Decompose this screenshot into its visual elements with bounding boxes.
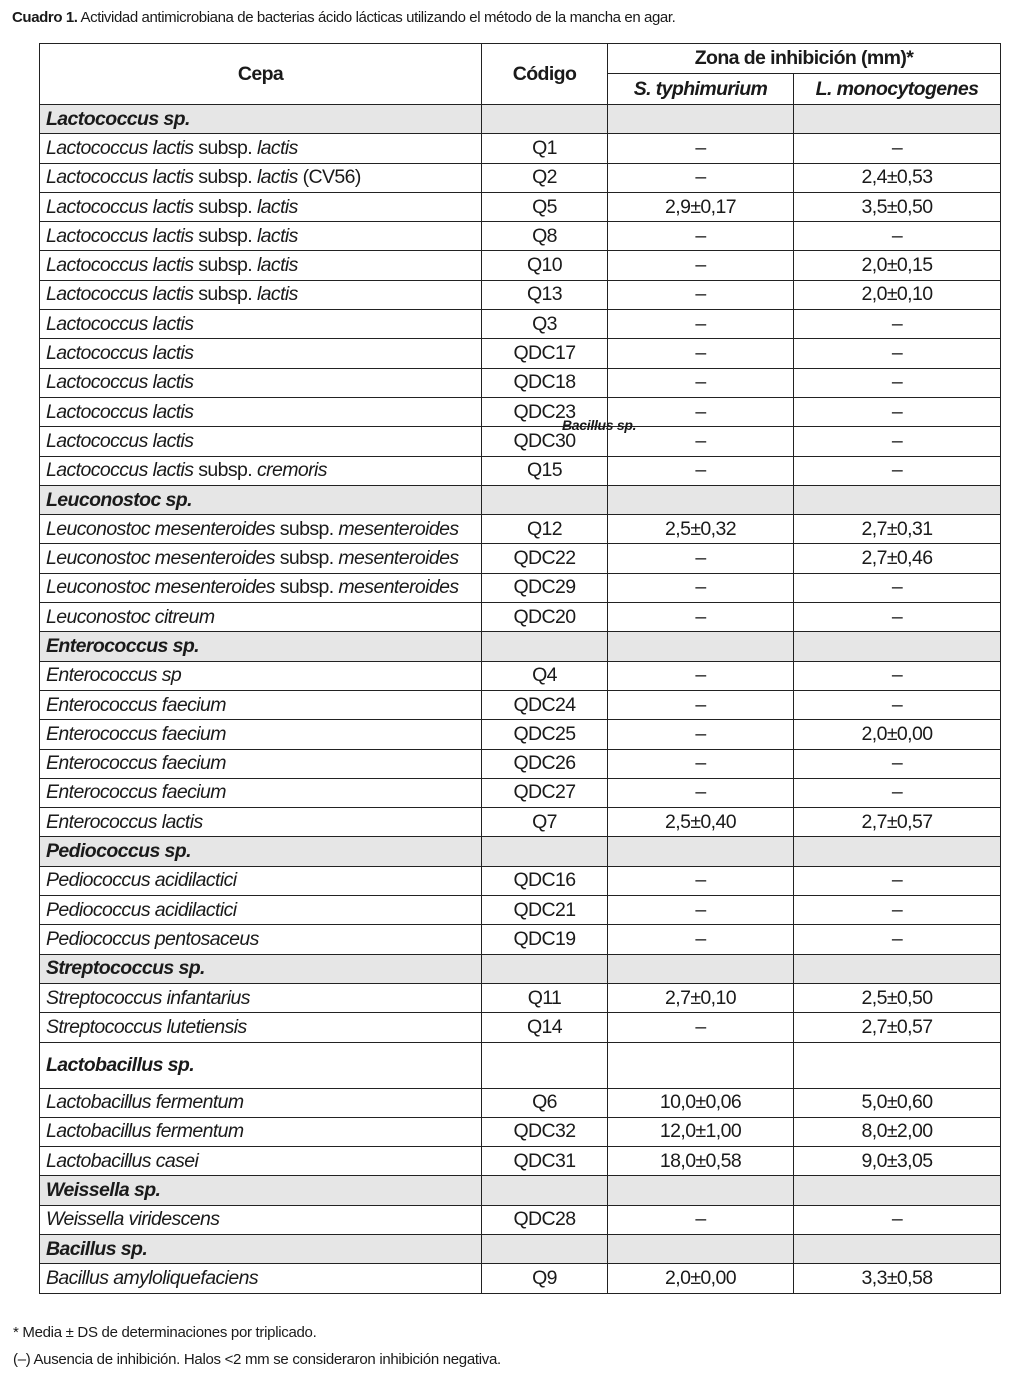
group-name: Streptococcus sp.	[40, 954, 482, 983]
strain-name	[40, 456, 482, 485]
strain-name-part: subsp.	[193, 136, 257, 159]
strain-name-part: Leuconostoc mesenteroides	[46, 547, 275, 570]
empty-cell	[794, 1234, 1001, 1263]
strain-code: QDC28	[482, 1205, 608, 1234]
table-row	[40, 1013, 1001, 1042]
strain-name-part: Lactococcus lactis	[46, 371, 194, 394]
strain-name-part: Lactococcus lactis	[46, 400, 194, 423]
strain-name-part: Lactococcus lactis	[46, 429, 194, 452]
strain-name	[40, 339, 482, 368]
strain-name	[40, 749, 482, 778]
l-monocytogenes-value: 2,0±0,15	[794, 251, 1001, 280]
empty-cell	[482, 1234, 608, 1263]
group-row	[40, 1234, 1001, 1263]
table-caption	[12, 9, 675, 26]
group-row	[40, 837, 1001, 866]
strain-name-part: cremoris	[256, 459, 327, 482]
strain-code: Q13	[482, 280, 608, 309]
empty-cell	[608, 954, 794, 983]
empty-cell	[608, 1234, 794, 1263]
strain-name	[40, 280, 482, 309]
strain-name-part: Leuconostoc mesenteroides	[46, 517, 275, 540]
strain-name-part: Leuconostoc citreum	[46, 605, 215, 628]
antimicrobial-activity-table	[39, 43, 1001, 1294]
strain-name-part: mesenteroides	[338, 517, 459, 540]
s-typhimurium-value: 2,9±0,17	[608, 192, 794, 221]
empty-cell	[794, 105, 1001, 134]
table-row	[40, 456, 1001, 485]
strain-code: Q6	[482, 1088, 608, 1117]
s-typhimurium-value: –	[608, 720, 794, 749]
s-typhimurium-value: 2,7±0,10	[608, 983, 794, 1012]
strain-name	[40, 925, 482, 954]
table-row	[40, 1205, 1001, 1234]
empty-cell	[482, 485, 608, 514]
l-monocytogenes-value: 2,5±0,50	[794, 983, 1001, 1012]
table-row	[40, 397, 1001, 426]
empty-cell	[794, 485, 1001, 514]
strain-name-part: Lactococcus lactis	[46, 254, 194, 277]
strain-name	[40, 661, 482, 690]
table-row	[40, 866, 1001, 895]
strain-code: QDC25	[482, 720, 608, 749]
strain-name	[40, 720, 482, 749]
strain-name	[40, 778, 482, 807]
group-name: Lactobacillus sp.	[40, 1042, 482, 1088]
empty-cell	[794, 1042, 1001, 1088]
s-typhimurium-value: –	[608, 749, 794, 778]
strain-name	[40, 310, 482, 339]
s-typhimurium-value: –	[608, 456, 794, 485]
overlay-label: Bacillus sp.	[562, 417, 637, 433]
table-row	[40, 515, 1001, 544]
table-row	[40, 1147, 1001, 1176]
strain-name	[40, 134, 482, 163]
s-typhimurium-value: 12,0±1,00	[608, 1117, 794, 1146]
strain-code: QDC21	[482, 896, 608, 925]
l-monocytogenes-value: –	[794, 925, 1001, 954]
s-typhimurium-value: –	[608, 134, 794, 163]
table-row	[40, 163, 1001, 192]
strain-name-part: subsp.	[274, 547, 339, 570]
strain-name-part: lactis	[256, 283, 298, 306]
table-row	[40, 339, 1001, 368]
table-body	[40, 105, 1001, 1294]
strain-name	[40, 515, 482, 544]
header-zona: Zona de inhibición (mm)*	[608, 44, 1001, 74]
s-typhimurium-value: –	[608, 339, 794, 368]
strain-code: QDC32	[482, 1117, 608, 1146]
strain-code: QDC27	[482, 778, 608, 807]
s-typhimurium-value: –	[608, 427, 794, 456]
strain-name-part: Lactococcus lactis	[46, 342, 194, 365]
empty-cell	[608, 105, 794, 134]
strain-name	[40, 1264, 482, 1293]
strain-name-part: Leuconostoc mesenteroides	[46, 576, 275, 599]
empty-cell	[482, 1042, 608, 1088]
group-row	[40, 105, 1001, 134]
empty-cell	[794, 837, 1001, 866]
table-row	[40, 925, 1001, 954]
group-name: Leuconostoc sp.	[40, 485, 482, 514]
strain-name	[40, 983, 482, 1012]
strain-code: QDC22	[482, 544, 608, 573]
group-row	[40, 485, 1001, 514]
table-row	[40, 192, 1001, 221]
empty-cell	[608, 632, 794, 661]
strain-name	[40, 808, 482, 837]
strain-code: Q9	[482, 1264, 608, 1293]
s-typhimurium-value: –	[608, 310, 794, 339]
strain-code: QDC23	[482, 397, 608, 426]
strain-name	[40, 251, 482, 280]
empty-cell	[482, 632, 608, 661]
empty-cell	[608, 1042, 794, 1088]
strain-code: QDC30	[482, 427, 608, 456]
empty-cell	[794, 632, 1001, 661]
l-monocytogenes-value: –	[794, 866, 1001, 895]
empty-cell	[482, 105, 608, 134]
strain-name-part: Pediococcus pentosaceus	[46, 927, 259, 950]
table-row	[40, 251, 1001, 280]
strain-code: Q4	[482, 661, 608, 690]
strain-code: QDC17	[482, 339, 608, 368]
table-row	[40, 1088, 1001, 1117]
strain-name-part: subsp.	[193, 224, 257, 247]
l-monocytogenes-value: 2,4±0,53	[794, 163, 1001, 192]
l-monocytogenes-value: 3,5±0,50	[794, 192, 1001, 221]
strain-name-part: subsp.	[193, 166, 257, 189]
s-typhimurium-value: 18,0±0,58	[608, 1147, 794, 1176]
l-monocytogenes-value: –	[794, 310, 1001, 339]
strain-name-part: Enterococcus faecium	[46, 752, 226, 775]
strain-name	[40, 690, 482, 719]
strain-name-part: Streptococcus lutetiensis	[46, 1015, 247, 1038]
strain-name-part: Streptococcus infantarius	[46, 986, 250, 1009]
table-row	[40, 690, 1001, 719]
s-typhimurium-value: –	[608, 866, 794, 895]
table-row	[40, 368, 1001, 397]
l-monocytogenes-value: –	[794, 603, 1001, 632]
table-row	[40, 1264, 1001, 1293]
l-monocytogenes-value: –	[794, 778, 1001, 807]
l-monocytogenes-value: 2,7±0,57	[794, 808, 1001, 837]
group-row	[40, 1176, 1001, 1205]
l-monocytogenes-value: 8,0±2,00	[794, 1117, 1001, 1146]
strain-name-part: Lactococcus lactis	[46, 195, 194, 218]
s-typhimurium-value: –	[608, 573, 794, 602]
s-typhimurium-value: –	[608, 544, 794, 573]
header-codigo: Código	[482, 44, 608, 105]
empty-cell	[482, 954, 608, 983]
l-monocytogenes-value: 2,7±0,57	[794, 1013, 1001, 1042]
table-row	[40, 1117, 1001, 1146]
strain-name-part: Enterococcus lactis	[46, 810, 203, 833]
l-monocytogenes-value: 2,0±0,00	[794, 720, 1001, 749]
s-typhimurium-value: –	[608, 690, 794, 719]
l-monocytogenes-value: –	[794, 573, 1001, 602]
footnote-absence: (–) Ausencia de inhibición. Halos <2 mm se consideraron inhibición negativa.	[13, 1351, 501, 1368]
s-typhimurium-value: 2,0±0,00	[608, 1264, 794, 1293]
s-typhimurium-value: 2,5±0,40	[608, 808, 794, 837]
strain-name	[40, 192, 482, 221]
strain-name-part: Lactococcus lactis	[46, 224, 194, 247]
strain-name-part: subsp.	[193, 195, 257, 218]
table-row	[40, 134, 1001, 163]
caption-label: Cuadro 1.	[12, 9, 78, 26]
strain-name	[40, 866, 482, 895]
strain-code: Q12	[482, 515, 608, 544]
s-typhimurium-value: –	[608, 896, 794, 925]
strain-code: Q5	[482, 192, 608, 221]
strain-name	[40, 603, 482, 632]
strain-name-part: mesenteroides	[338, 547, 459, 570]
strain-code: Q11	[482, 983, 608, 1012]
strain-name	[40, 896, 482, 925]
strain-name-part: Enterococcus sp	[46, 664, 182, 687]
strain-code: QDC24	[482, 690, 608, 719]
l-monocytogenes-value: –	[794, 368, 1001, 397]
strain-name	[40, 427, 482, 456]
l-monocytogenes-value: –	[794, 134, 1001, 163]
empty-cell	[482, 1176, 608, 1205]
strain-code: Q1	[482, 134, 608, 163]
table-row	[40, 896, 1001, 925]
strain-code: Q14	[482, 1013, 608, 1042]
strain-name-part: (CV56)	[297, 166, 361, 189]
group-name: Bacillus sp.	[40, 1234, 482, 1263]
l-monocytogenes-value: 2,7±0,31	[794, 515, 1001, 544]
strain-code: QDC16	[482, 866, 608, 895]
table-row	[40, 720, 1001, 749]
header-cepa: Cepa	[40, 44, 482, 105]
table-row	[40, 983, 1001, 1012]
table-row	[40, 778, 1001, 807]
header-s-typhimurium: S. typhimurium	[608, 74, 794, 105]
strain-code: Q2	[482, 163, 608, 192]
strain-code: Q8	[482, 222, 608, 251]
l-monocytogenes-value: –	[794, 339, 1001, 368]
empty-cell	[794, 954, 1001, 983]
l-monocytogenes-value: 2,7±0,46	[794, 544, 1001, 573]
strain-name-part: Lactococcus lactis	[46, 459, 194, 482]
strain-code: Q10	[482, 251, 608, 280]
strain-name-part: Lactococcus lactis	[46, 166, 194, 189]
strain-name-part: Lactococcus lactis	[46, 136, 194, 159]
strain-name	[40, 1013, 482, 1042]
l-monocytogenes-value: –	[794, 222, 1001, 251]
strain-code: QDC20	[482, 603, 608, 632]
strain-name-part: lactis	[256, 195, 298, 218]
strain-name-part: Enterococcus faecium	[46, 693, 226, 716]
strain-code: QDC26	[482, 749, 608, 778]
strain-name-part: lactis	[256, 166, 298, 189]
l-monocytogenes-value: –	[794, 749, 1001, 778]
strain-name	[40, 1147, 482, 1176]
strain-name-part: Weissella viridescens	[46, 1208, 220, 1231]
strain-name-part: Bacillus amyloliquefaciens	[46, 1266, 259, 1289]
strain-name-part: Enterococcus faecium	[46, 781, 226, 804]
strain-name-part: Lactobacillus casei	[46, 1149, 199, 1172]
table-row	[40, 573, 1001, 602]
caption-text: Actividad antimicrobiana de bacterias ácido lácticas utilizando el método de la mancha en agar.	[77, 9, 676, 26]
group-row	[40, 632, 1001, 661]
empty-cell	[608, 837, 794, 866]
strain-name-part: lactis	[256, 254, 298, 277]
strain-name-part: lactis	[256, 136, 298, 159]
strain-name	[40, 1117, 482, 1146]
strain-name-part: subsp.	[193, 459, 257, 482]
table-row	[40, 427, 1001, 456]
strain-name	[40, 1205, 482, 1234]
table-row	[40, 544, 1001, 573]
empty-cell	[482, 837, 608, 866]
strain-name-part: subsp.	[193, 254, 257, 277]
l-monocytogenes-value: –	[794, 427, 1001, 456]
group-name: Enterococcus sp.	[40, 632, 482, 661]
strain-code: Q15	[482, 456, 608, 485]
strain-name	[40, 163, 482, 192]
group-name: Pediococcus sp.	[40, 837, 482, 866]
footnote-mean: * Media ± DS de determinaciones por triplicado.	[13, 1324, 317, 1341]
s-typhimurium-value: –	[608, 280, 794, 309]
strain-name	[40, 222, 482, 251]
strain-name-part: Lactobacillus fermentum	[46, 1091, 244, 1114]
strain-name	[40, 1088, 482, 1117]
table-row	[40, 310, 1001, 339]
strain-name	[40, 397, 482, 426]
group-row	[40, 954, 1001, 983]
strain-name	[40, 368, 482, 397]
strain-name-part: Lactobacillus fermentum	[46, 1120, 244, 1143]
s-typhimurium-value: –	[608, 1205, 794, 1234]
strain-name-part: Pediococcus acidilactici	[46, 869, 237, 892]
s-typhimurium-value: –	[608, 163, 794, 192]
strain-name-part: subsp.	[193, 283, 257, 306]
l-monocytogenes-value: 2,0±0,10	[794, 280, 1001, 309]
l-monocytogenes-value: –	[794, 661, 1001, 690]
l-monocytogenes-value: –	[794, 1205, 1001, 1234]
s-typhimurium-value: –	[608, 222, 794, 251]
empty-cell	[608, 1176, 794, 1205]
strain-name-part: subsp.	[274, 576, 339, 599]
strain-name-part: subsp.	[274, 517, 339, 540]
header-l-monocytogenes: L. monocytogenes	[794, 74, 1001, 105]
table-row	[40, 222, 1001, 251]
s-typhimurium-value: –	[608, 251, 794, 280]
strain-name-part: Pediococcus acidilactici	[46, 898, 237, 921]
l-monocytogenes-value: –	[794, 690, 1001, 719]
l-monocytogenes-value: 3,3±0,58	[794, 1264, 1001, 1293]
table-row	[40, 749, 1001, 778]
strain-name	[40, 573, 482, 602]
strain-code: Q7	[482, 808, 608, 837]
strain-name-part: mesenteroides	[338, 576, 459, 599]
s-typhimurium-value: –	[608, 778, 794, 807]
s-typhimurium-value: –	[608, 1013, 794, 1042]
s-typhimurium-value: 10,0±0,06	[608, 1088, 794, 1117]
s-typhimurium-value: 2,5±0,32	[608, 515, 794, 544]
strain-name-part: Enterococcus faecium	[46, 722, 226, 745]
empty-cell	[608, 485, 794, 514]
strain-name-part: lactis	[256, 224, 298, 247]
table-row	[40, 603, 1001, 632]
strain-code: QDC29	[482, 573, 608, 602]
strain-name-part: Lactococcus lactis	[46, 283, 194, 306]
strain-code: QDC18	[482, 368, 608, 397]
table-row	[40, 808, 1001, 837]
group-name: Weissella sp.	[40, 1176, 482, 1205]
strain-code: QDC19	[482, 925, 608, 954]
group-name: Lactococcus sp.	[40, 105, 482, 134]
strain-code: Q3	[482, 310, 608, 339]
group-row	[40, 1042, 1001, 1088]
empty-cell	[794, 1176, 1001, 1205]
strain-code: QDC31	[482, 1147, 608, 1176]
table-row	[40, 280, 1001, 309]
s-typhimurium-value: –	[608, 397, 794, 426]
l-monocytogenes-value: 9,0±3,05	[794, 1147, 1001, 1176]
strain-name-part: Lactococcus lactis	[46, 312, 194, 335]
l-monocytogenes-value: 5,0±0,60	[794, 1088, 1001, 1117]
l-monocytogenes-value: –	[794, 896, 1001, 925]
l-monocytogenes-value: –	[794, 456, 1001, 485]
l-monocytogenes-value: –	[794, 397, 1001, 426]
table-row	[40, 661, 1001, 690]
s-typhimurium-value: –	[608, 661, 794, 690]
strain-name	[40, 544, 482, 573]
s-typhimurium-value: –	[608, 925, 794, 954]
s-typhimurium-value: –	[608, 368, 794, 397]
s-typhimurium-value: –	[608, 603, 794, 632]
